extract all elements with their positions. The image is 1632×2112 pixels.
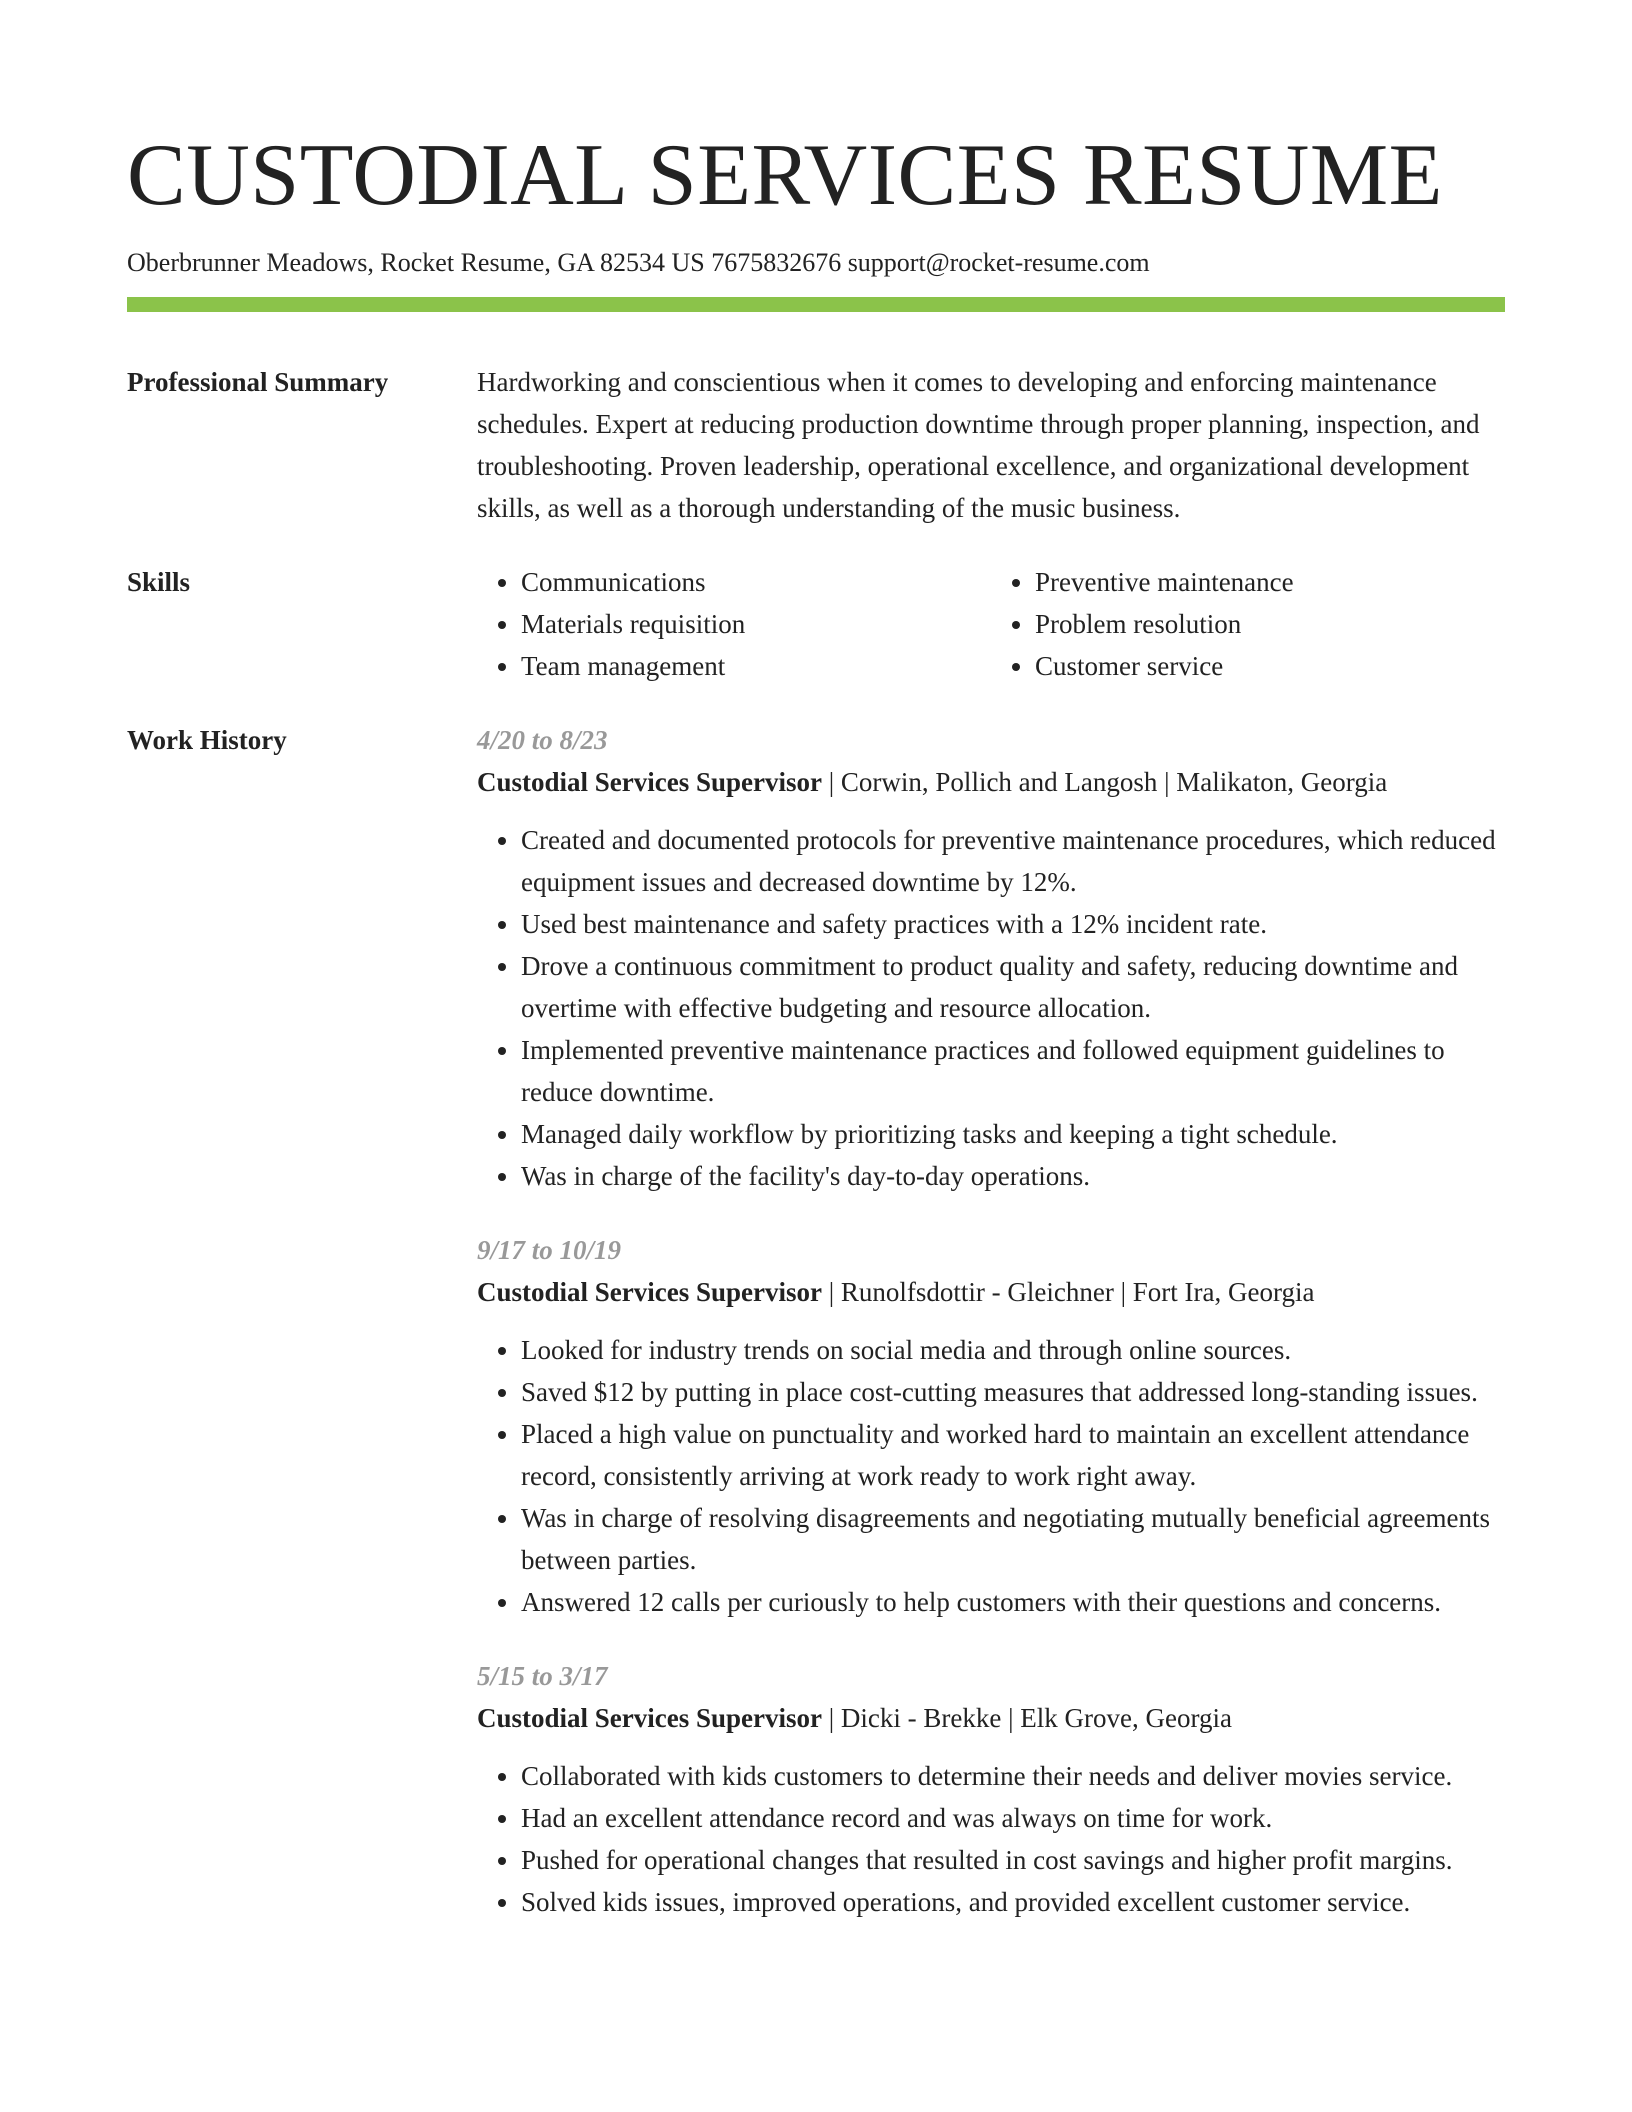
- summary-section: [127, 361, 1505, 529]
- skill-item: • Communications: [521, 561, 991, 603]
- job-bullets: [477, 1755, 1505, 1923]
- job-bullet: • Placed a high value on punctuality and worked hard to maintain an excellent attendance record, consistently arriving at work ready to work right away.: [521, 1413, 1505, 1497]
- job-entry: [477, 719, 1505, 1197]
- summary-heading: Professional Summary: [127, 367, 389, 397]
- job-heading: [477, 1271, 1505, 1313]
- job-bullet: • Solved kids issues, improved operations, and provided excellent customer service.: [521, 1881, 1505, 1923]
- skill-item: • Materials requisition: [521, 603, 991, 645]
- job-dates: 5/15 to 3/17: [477, 1661, 608, 1691]
- skill-item: • Team management: [521, 645, 991, 687]
- job-title: Custodial Services Supervisor: [477, 1277, 823, 1307]
- job-details: | Runolfsdottir - Gleichner | Fort Ira, Georgia: [822, 1277, 1315, 1307]
- job-title: Custodial Services Supervisor: [477, 767, 823, 797]
- job-bullet: • Answered 12 calls per curiously to help customers with their questions and concerns.: [521, 1581, 1505, 1623]
- contact-email: support@rocket-resume.com: [847, 248, 1150, 277]
- skills-column-right: [991, 561, 1505, 687]
- job-bullet: • Used best maintenance and safety practices with a 12% incident rate.: [521, 903, 1505, 945]
- skill-item: • Problem resolution: [1035, 603, 1505, 645]
- skill-item: • Customer service: [1035, 645, 1505, 687]
- summary-text: Hardworking and conscientious when it comes to developing and enforcing maintenance schedules. Expert at reducing production downtime through proper planning, inspection, and troubleshooting. Proven leadership, operational excellence, and organizational development skills, as well as a thorough understanding of the music business.: [477, 367, 1480, 523]
- job-dates: 9/17 to 10/19: [477, 1235, 622, 1265]
- job-bullet: • Created and documented protocols for preventive maintenance procedures, which reduced equipment issues and decreased downtime by 12%.: [521, 819, 1505, 903]
- job-bullet: • Managed daily workflow by prioritizing tasks and keeping a tight schedule.: [521, 1113, 1505, 1155]
- contact-phone: 7675832676: [711, 248, 842, 277]
- contact-address: Oberbrunner Meadows, Rocket Resume, GA 82534 US: [127, 248, 705, 277]
- job-details: | Dicki - Brekke | Elk Grove, Georgia: [822, 1703, 1232, 1733]
- job-bullet: • Pushed for operational changes that resulted in cost savings and higher profit margins.: [521, 1839, 1505, 1881]
- skills-list: [477, 561, 1505, 687]
- job-bullet: • Drove a continuous commitment to product quality and safety, reducing downtime and overtime with effective budgeting and resource allocation.: [521, 945, 1505, 1029]
- job-entry: [477, 1229, 1505, 1623]
- contact-line: [127, 246, 1505, 280]
- work-history-heading: Work History: [127, 725, 287, 755]
- job-bullet: • Had an excellent attendance record and was always on time for work.: [521, 1797, 1505, 1839]
- job-heading: [477, 761, 1505, 803]
- job-bullets: [477, 819, 1505, 1197]
- skills-column-left: [477, 561, 991, 687]
- skills-section: [127, 561, 1505, 687]
- work-history-section: [127, 719, 1505, 1923]
- work-history-body: [477, 719, 1505, 1923]
- job-bullet: • Was in charge of resolving disagreements and negotiating mutually beneficial agreements between parties.: [521, 1497, 1505, 1581]
- skill-item: • Preventive maintenance: [1035, 561, 1505, 603]
- job-bullet: • Collaborated with kids customers to determine their needs and deliver movies service.: [521, 1755, 1505, 1797]
- job-bullet: • Was in charge of the facility's day-to-day operations.: [521, 1155, 1505, 1197]
- skills-body: [477, 561, 1505, 687]
- job-bullets: [477, 1329, 1505, 1623]
- job-bullet: • Saved $12 by putting in place cost-cutting measures that addressed long-standing issues.: [521, 1371, 1505, 1413]
- job-title: Custodial Services Supervisor: [477, 1703, 823, 1733]
- job-details: | Corwin, Pollich and Langosh | Malikaton, Georgia: [822, 767, 1388, 797]
- resume-title: CUSTODIAL SERVICES RESUME: [127, 127, 1443, 224]
- header-divider: [127, 297, 1505, 312]
- job-heading: [477, 1697, 1505, 1739]
- job-dates: 4/20 to 8/23: [477, 725, 608, 755]
- job-bullet: • Looked for industry trends on social media and through online sources.: [521, 1329, 1505, 1371]
- skills-heading: Skills: [127, 567, 191, 597]
- job-bullet: • Implemented preventive maintenance practices and followed equipment guidelines to reduce downtime.: [521, 1029, 1505, 1113]
- job-entry: [477, 1655, 1505, 1923]
